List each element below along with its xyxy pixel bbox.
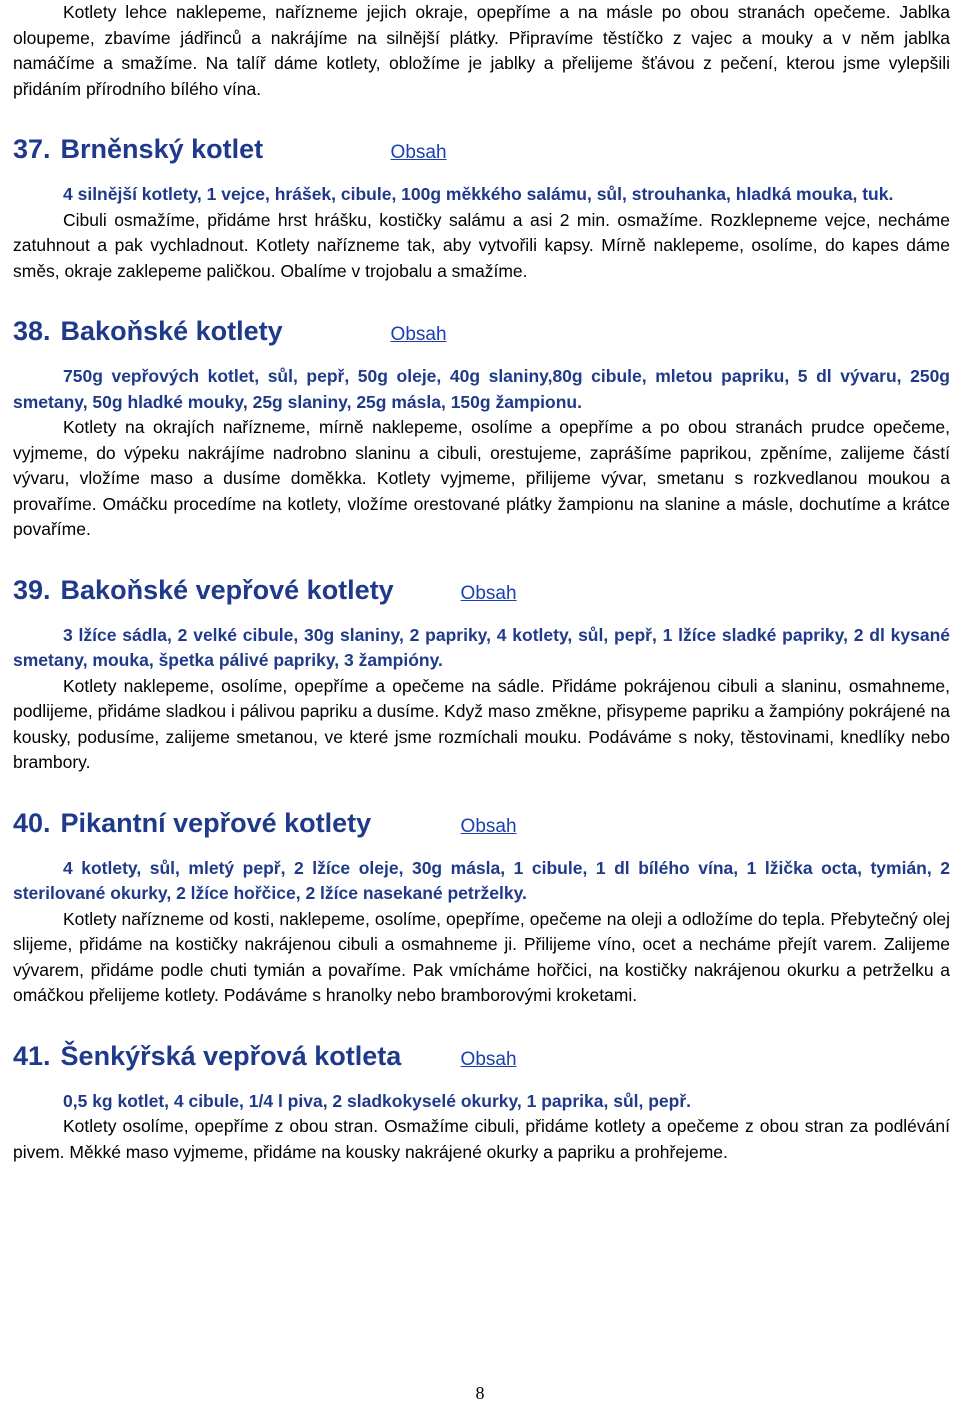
recipe-heading	[13, 132, 950, 170]
recipe-ingredients: 4 silnější kotlety, 1 vejce, hrášek, cibule, 100g měkkého salámu, sůl, strouhanka, hladká mouka, tuk.	[63, 184, 894, 204]
recipe-instructions: Kotlety osolíme, opepříme z obou stran. Osmažíme cibuli, přidáme kotlety a opečeme z obou stran za podlévání pivem. Měkké maso vyjmeme, přidáme na kousky nakrájené okurky a papriku a prohřejeme.	[13, 1116, 950, 1162]
recipe-number: 39.	[13, 574, 51, 605]
contents-link[interactable]: Obsah	[460, 815, 517, 837]
recipe-title: Brněnský kotlet	[60, 134, 264, 164]
recipe-number: 37.	[13, 134, 51, 164]
recipe-instructions: Kotlety na okrajích nařízneme, mírně naklepeme, osolíme a opepříme a po obou stranách prudce opečeme, vyjmeme, do výpeku nakrájíme nadrobno slaninu a cibuli, orestujeme, zaprášíme paprikou, zpěníme, zalijeme částí vývaru, vložíme maso a dusíme doměkka. Kotlety vyjmeme, přilijeme vývar, smetanu s rozkvedlanou moukou a provaříme. Omáčku procedíme na kotlety, vložíme orestované plátky žampionu na slanine a másle, dochutíme a krátce povaříme.	[13, 417, 950, 539]
recipe-instructions: Cibuli osmažíme, přidáme hrst hrášku, kostičky salámu a asi 2 min. osmažíme. Rozklepneme vejce, necháme zatuhnout a pak vychladnout. Kotlety nařízneme tak, aby vytvořili kapsy. Mírně naklepeme, osolíme, do kapes dáme směs, okraje zaklepeme paličkou. Obalíme v trojobalu a smažíme.	[13, 209, 950, 281]
intro-paragraph: Kotlety lehce naklepeme, nařízneme jejich okraje, opepříme a na másle po obou stranách opečeme. Jablka oloupeme, zbavíme jádřinců a nakrájíme na silnější plátky. Připravíme těstíčko z vajec a mouky a v něm jablka namáčíme a smažíme. Na talíř dáme kotlety, obložíme je jablky a přelijeme šťávou z pečení, kterou jsme vylepšili přidáním přírodního bílého vína.	[13, 2, 950, 99]
recipe-title: Pikantní vepřové kotlety	[60, 807, 372, 838]
recipe-title: Bakoňské vepřové kotlety	[60, 574, 394, 605]
recipe-ingredients: 3 lžíce sádla, 2 velké cibule, 30g slaniny, 2 papriky, 4 kotlety, sůl, pepř, 1 lžíce sladké papriky, 2 dl kysané smetany, mouka, špetka pálivé papriky, 3 žampióny.	[13, 624, 950, 670]
contents-link[interactable]: Obsah	[390, 142, 447, 163]
document-page	[13, 0, 950, 1165]
recipe-heading	[13, 1039, 950, 1077]
recipe-number: 38.	[13, 316, 51, 346]
recipe-number: 40.	[13, 807, 51, 838]
recipe-title: Bakoňské kotlety	[60, 316, 283, 346]
contents-link[interactable]: Obsah	[460, 582, 517, 604]
recipe-heading	[13, 806, 950, 844]
recipe-instructions: Kotlety naklepeme, osolíme, opepříme a opečeme na sádle. Přidáme pokrájenou cibuli a slaninu, osmahneme, podlijeme, přidáme sladkou i pálivou papriku a dusíme. Když maso změkne, přisypeme papriku a žampióny pokrájené na kousky, podusíme, zalijeme smetanou, ve které jsme rozmíchali mouku. Podáváme s noky, těstovinami, knedlíky nebo brambory.	[13, 675, 950, 772]
recipe-40	[13, 806, 950, 1009]
recipe-39	[13, 573, 950, 776]
recipe-38	[13, 314, 950, 543]
recipe-41	[13, 1039, 950, 1166]
contents-link[interactable]: Obsah	[460, 1048, 517, 1070]
recipe-number: 41.	[13, 1040, 51, 1071]
contents-link[interactable]: Obsah	[390, 324, 447, 345]
recipe-instructions: Kotlety nařízneme od kosti, naklepeme, osolíme, opepříme, opečeme na oleji a odložíme do tepla. Přebytečný olej slijeme, přidáme na kostičky nakrájenou cibuli a osmahneme ji. Přilijeme víno, ocet a necháme přejít varem. Zalijeme vývarem, přidáme podle chuti tymián a povaříme. Pak vmícháme hořčici, na kostičky nakrájenou okurku a petrželku a omáčkou přelijeme kotlety. Podáváme s hranolky nebo bramborovými kroketami.	[13, 908, 950, 1005]
recipe-heading	[13, 314, 950, 352]
recipe-ingredients: 4 kotlety, sůl, mletý pepř, 2 lžíce oleje, 30g másla, 1 cibule, 1 dl bílého vína, 1 lžička octa, tymián, 2 sterilované okurky, 2 lžíce hořčice, 2 lžíce nasekané petrželky.	[13, 857, 950, 903]
recipe-ingredients: 0,5 kg kotlet, 4 cibule, 1/4 l piva, 2 sladkokyselé okurky, 1 paprika, sůl, pepř.	[63, 1090, 692, 1111]
page-number: 8	[475, 1383, 485, 1403]
recipe-title: Šenkýřská vepřová kotleta	[60, 1040, 402, 1071]
recipe-ingredients: 750g vepřových kotlet, sůl, pepř, 50g oleje, 40g slaniny,80g cibule, mletou papriku, 5 dl vývaru, 250g smetany, 50g hladké mouky, 25g slaniny, 25g másla, 150g žampionu.	[13, 366, 950, 412]
recipe-37	[13, 132, 950, 284]
recipe-heading	[13, 573, 950, 611]
